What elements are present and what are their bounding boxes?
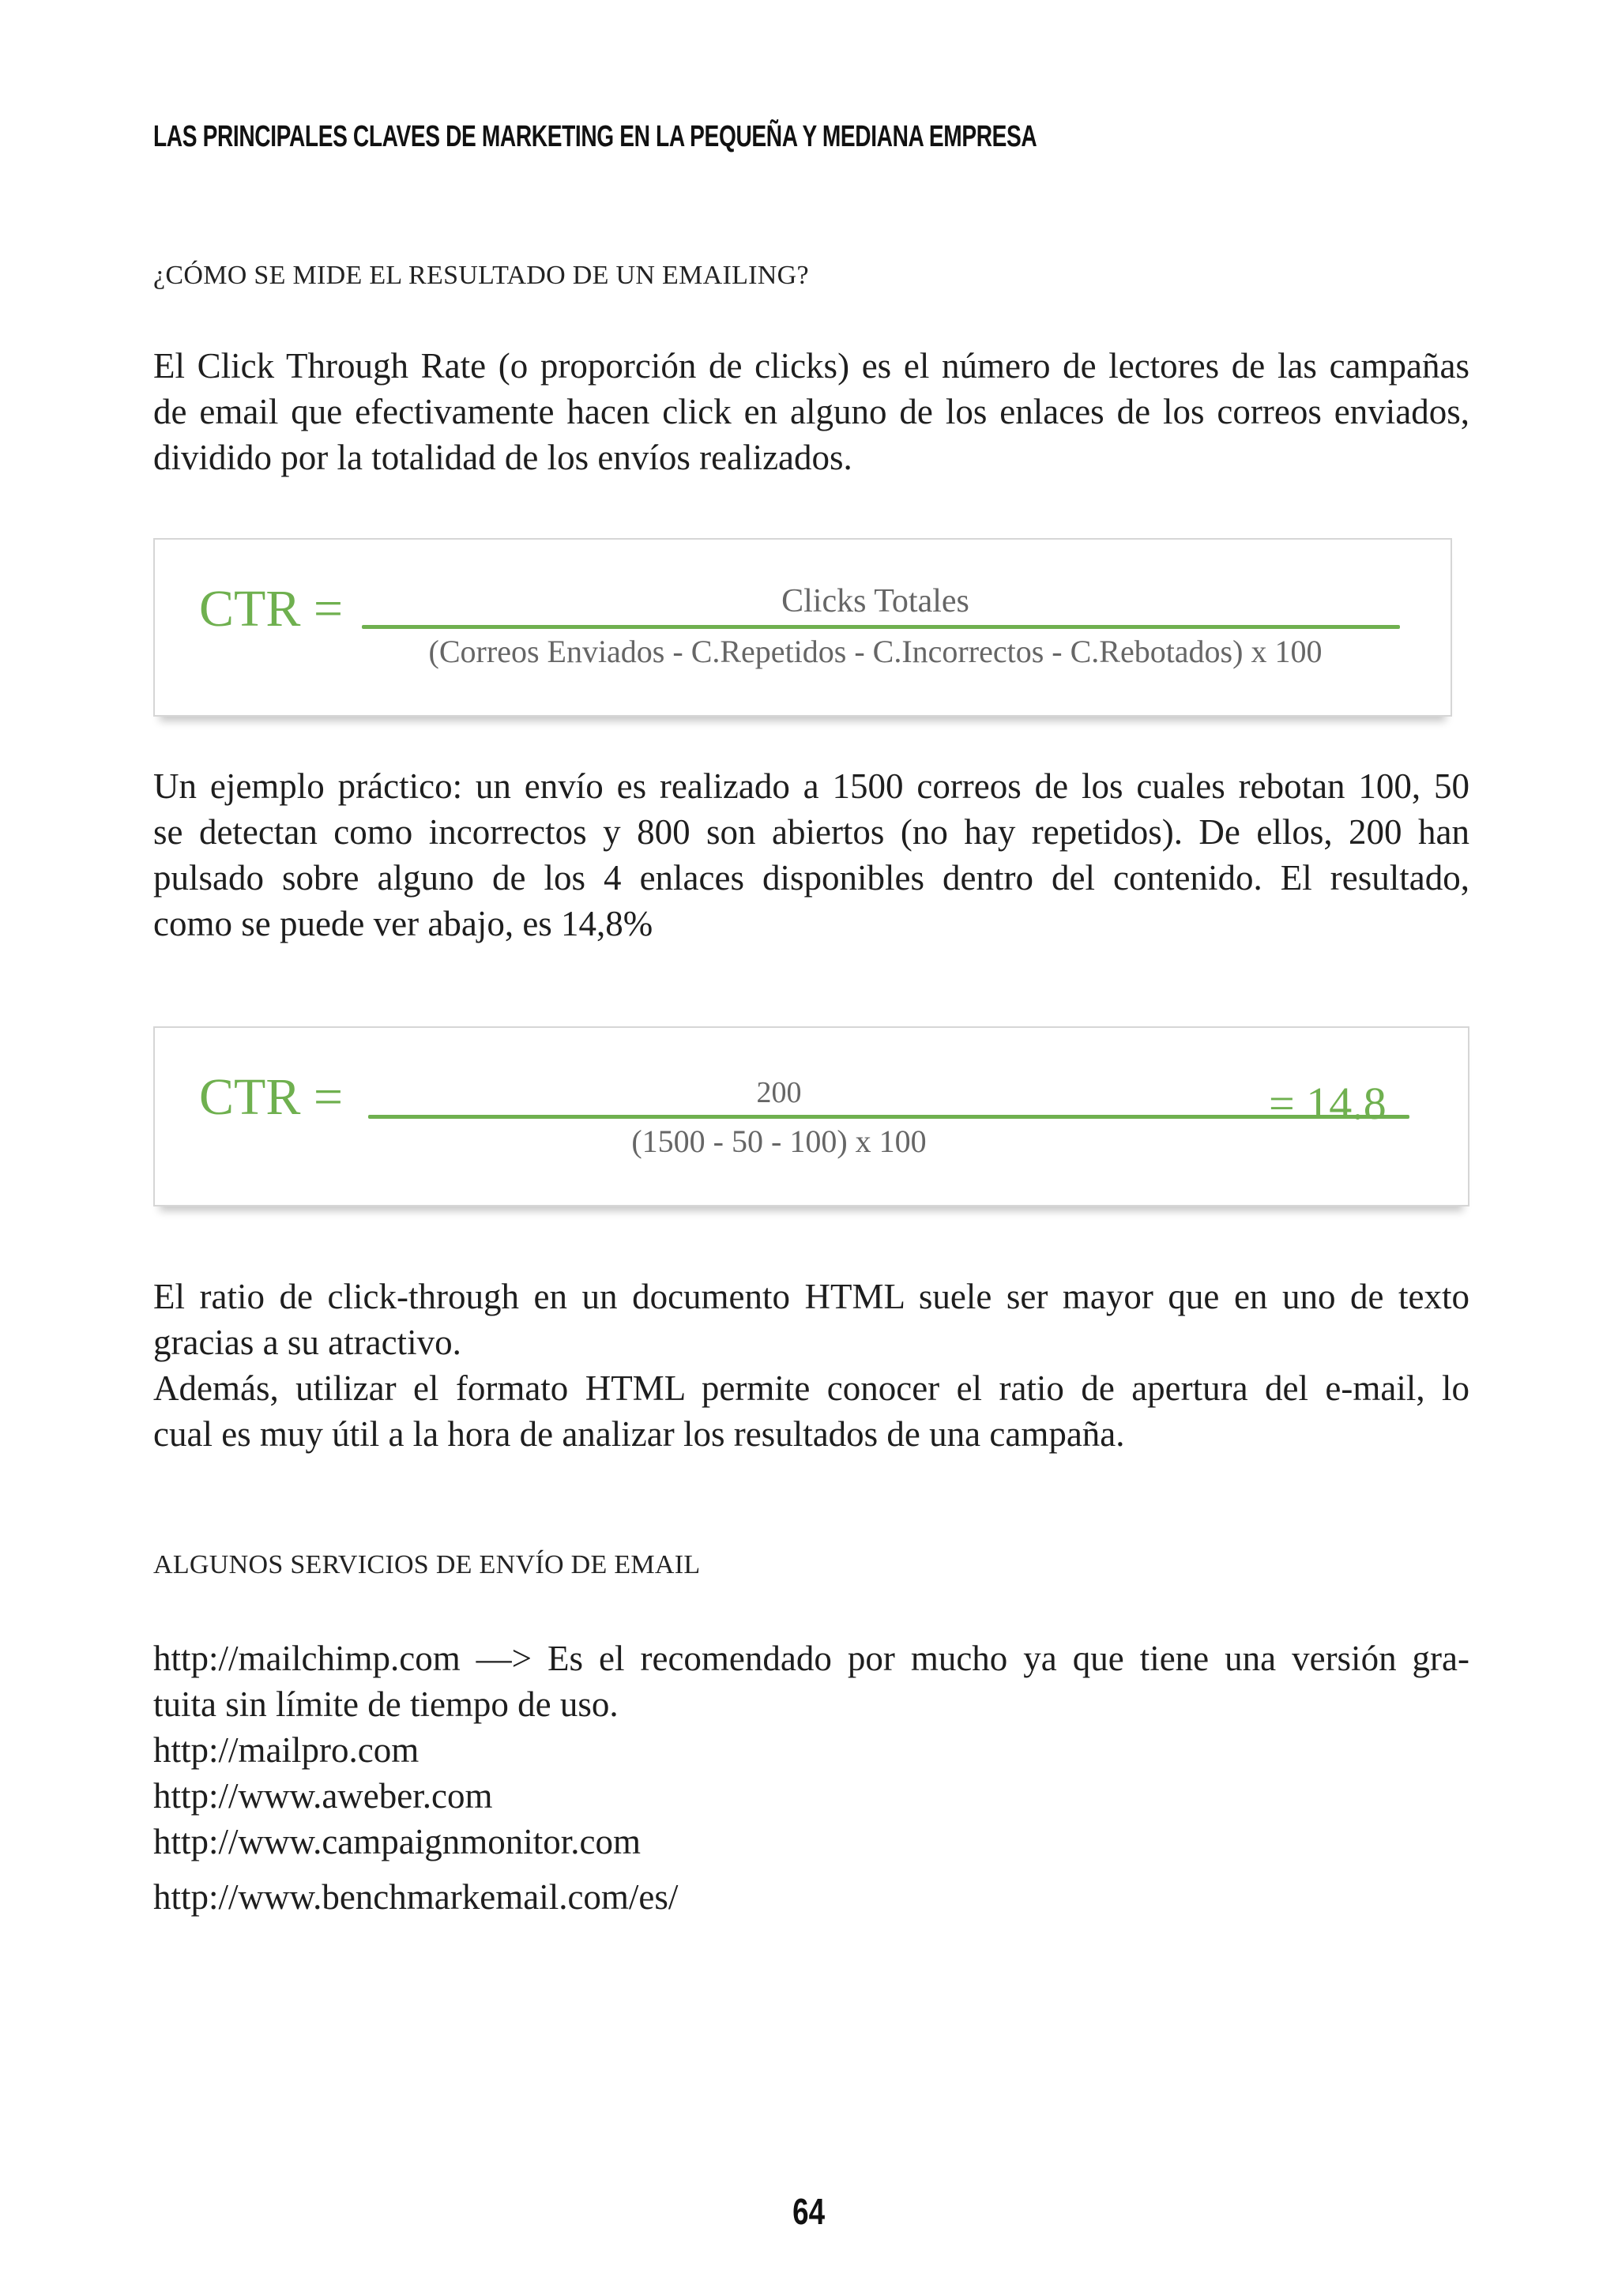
service-link-campaignmonitor[interactable]: http://www.campaignmonitor.com: [153, 1822, 641, 1861]
formula-result: = 14.8: [1269, 1078, 1387, 1129]
paragraph-line: El Click Through Rate (o proporción de clicks) es el número de lectores de las campañas: [153, 346, 1469, 386]
running-header: LAS PRINCIPALES CLAVES DE MARKETING EN LA PEQUEÑA Y MEDIANA EMPRESA: [153, 120, 1037, 153]
paragraph-line: dividido por la totalidad de los envíos realizados.: [153, 438, 852, 477]
paragraph-html-note: [153, 1274, 1469, 1457]
paragraph-line: de email que efectivamente hacen click en alguno de los enlaces de los correos enviados,: [153, 392, 1469, 431]
paragraph-line: El ratio de click-through en un documento HTML suele ser mayor que en uno de texto: [153, 1277, 1469, 1316]
ctr-label: CTR =: [199, 580, 344, 638]
services-list: [153, 1635, 1469, 1920]
paragraph-line: se detectan como incorrectos y 800 son abiertos (no hay repetidos). De ellos, 200 han: [153, 812, 1469, 852]
ctr-label: CTR =: [199, 1068, 344, 1126]
formula-denominator: (1500 - 50 - 100) x 100: [631, 1124, 927, 1159]
service-link-mailchimp[interactable]: http://mailchimp.com —> Es el recomendado por mucho ya que tiene una versión gra-: [153, 1639, 1469, 1678]
paragraph-line: pulsado sobre alguno de los 4 enlaces disponibles dentro del contenido. El resultado,: [153, 858, 1469, 898]
paragraph-line: Además, utilizar el formato HTML permite conocer el ratio de apertura del e-mail, lo: [153, 1368, 1469, 1408]
formula-numerator: Clicks Totales: [781, 583, 969, 619]
formula-box-general: [153, 538, 1452, 717]
service-link-mailpro[interactable]: http://mailpro.com: [153, 1730, 420, 1770]
section-title-services: ALGUNOS SERVICIOS DE ENVÍO DE EMAIL: [153, 1550, 701, 1579]
paragraph-line: cual es muy útil a la hora de analizar los resultados de una campaña.: [153, 1414, 1125, 1454]
section-title-ctr: ¿CÓMO SE MIDE EL RESULTADO DE UN EMAILING?: [153, 261, 809, 290]
service-note: tuita sin límite de tiempo de uso.: [153, 1684, 619, 1724]
paragraph-line: gracias a su atractivo.: [153, 1323, 461, 1362]
fraction-line: [362, 625, 1400, 629]
paragraph-ctr-definition: [153, 343, 1469, 480]
service-link-aweber[interactable]: http://www.aweber.com: [153, 1776, 493, 1816]
service-link-benchmarkemail[interactable]: http://www.benchmarkemail.com/es/: [153, 1877, 679, 1917]
formula-box-example: [153, 1026, 1469, 1206]
paragraph-example: [153, 763, 1469, 947]
formula-numerator: 200: [756, 1076, 802, 1109]
fraction-line: [368, 1115, 1409, 1119]
page-number-text: 64: [792, 2191, 826, 2232]
page-number: [0, 2190, 1618, 2233]
paragraph-line: como se puede ver abajo, es 14,8%: [153, 904, 653, 943]
paragraph-line: Un ejemplo práctico: un envío es realizado a 1500 correos de los cuales rebotan 100, 50: [153, 766, 1469, 806]
formula-denominator: (Correos Enviados - C.Repetidos - C.Incorrectos - C.Rebotados) x 100: [428, 634, 1323, 669]
